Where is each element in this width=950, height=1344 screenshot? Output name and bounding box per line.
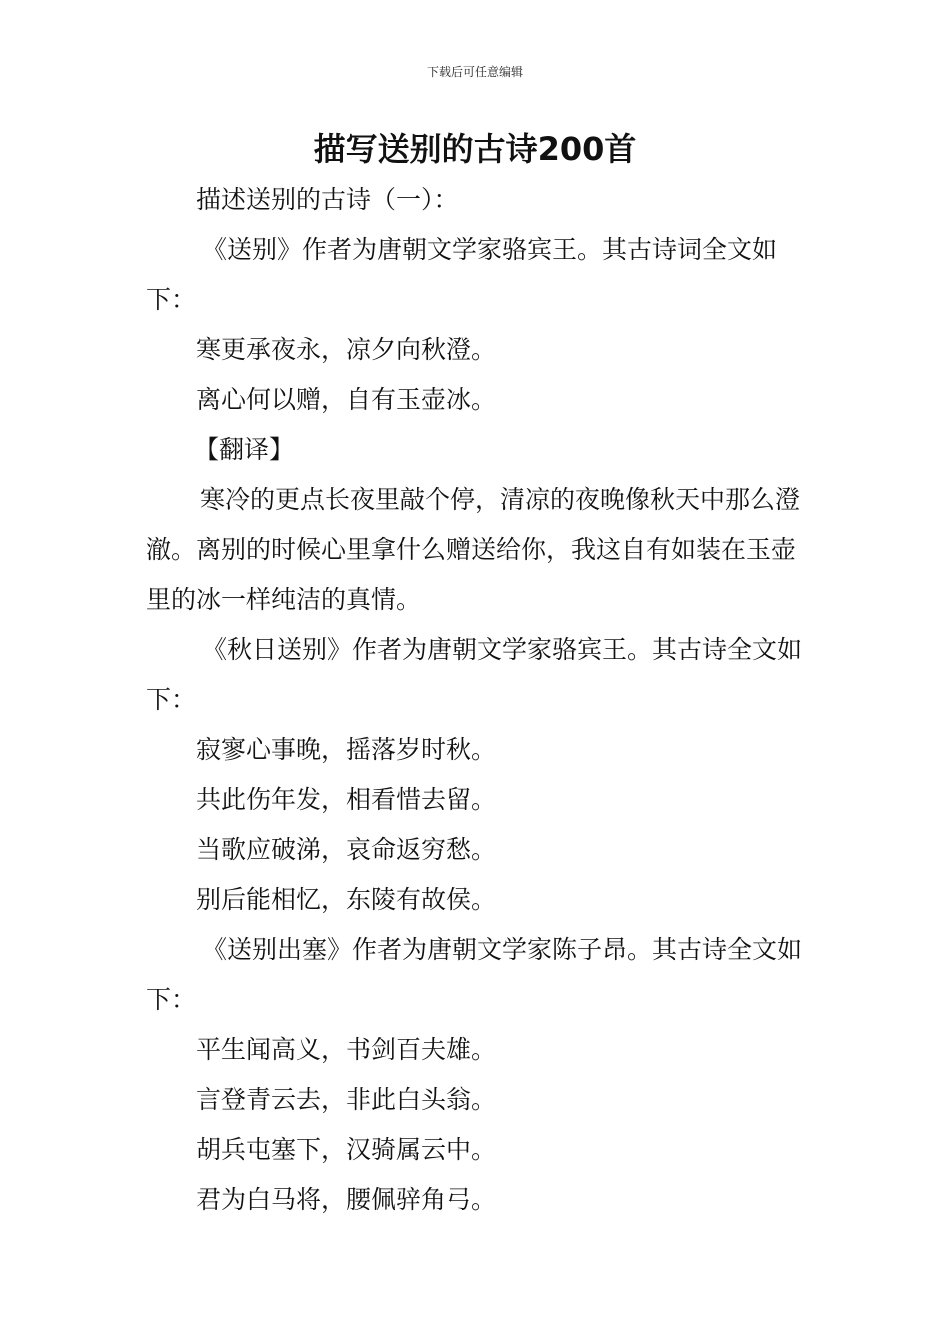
translation-text: 寒冷的更点长夜里敲个停，清凉的夜晚像秋天中那么澄澈。离别的时候心里拿什么赠送给你，我这自有如装在玉壶里的冰一样纯洁的真情。	[146, 485, 801, 614]
poem-line: 言登青云去，非此白头翁。	[196, 1085, 497, 1114]
poem-line: 离心何以赠，自有玉壶冰。	[196, 385, 497, 414]
translation-label: 【翻译】	[194, 435, 295, 464]
poem-line: 当歌应破涕，哀命返穷愁。	[196, 835, 497, 864]
poem-line: 平生闻高义，书剑百夫雄。	[196, 1035, 497, 1064]
page-title: 描写送别的古诗200首	[313, 130, 637, 168]
poem-line: 寂寥心事晚，摇落岁时秋。	[196, 735, 497, 764]
poem-intro: 《秋日送别》作者为唐朝文学家骆宾王。其古诗全文如下：	[146, 635, 803, 714]
document-body	[146, 175, 808, 1225]
poem-line: 寒更承夜永，凉夕向秋澄。	[196, 335, 497, 364]
poem-line: 君为白马将，腰佩骍角弓。	[196, 1185, 497, 1214]
poem-line: 别后能相忆，东陵有故侯。	[196, 885, 497, 914]
section-heading: 描述送别的古诗（一）：	[196, 185, 459, 214]
poem-intro: 《送别出塞》作者为唐朝文学家陈子昂。其古诗全文如下：	[146, 935, 803, 1014]
poem-intro: 《送别》作者为唐朝文学家骆宾王。其古诗词全文如下：	[146, 235, 778, 314]
poem-line: 共此伤年发，相看惜去留。	[196, 785, 497, 814]
header-note: 下载后可任意编辑	[426, 65, 523, 79]
poem-line: 胡兵屯塞下，汉骑属云中。	[196, 1135, 497, 1164]
